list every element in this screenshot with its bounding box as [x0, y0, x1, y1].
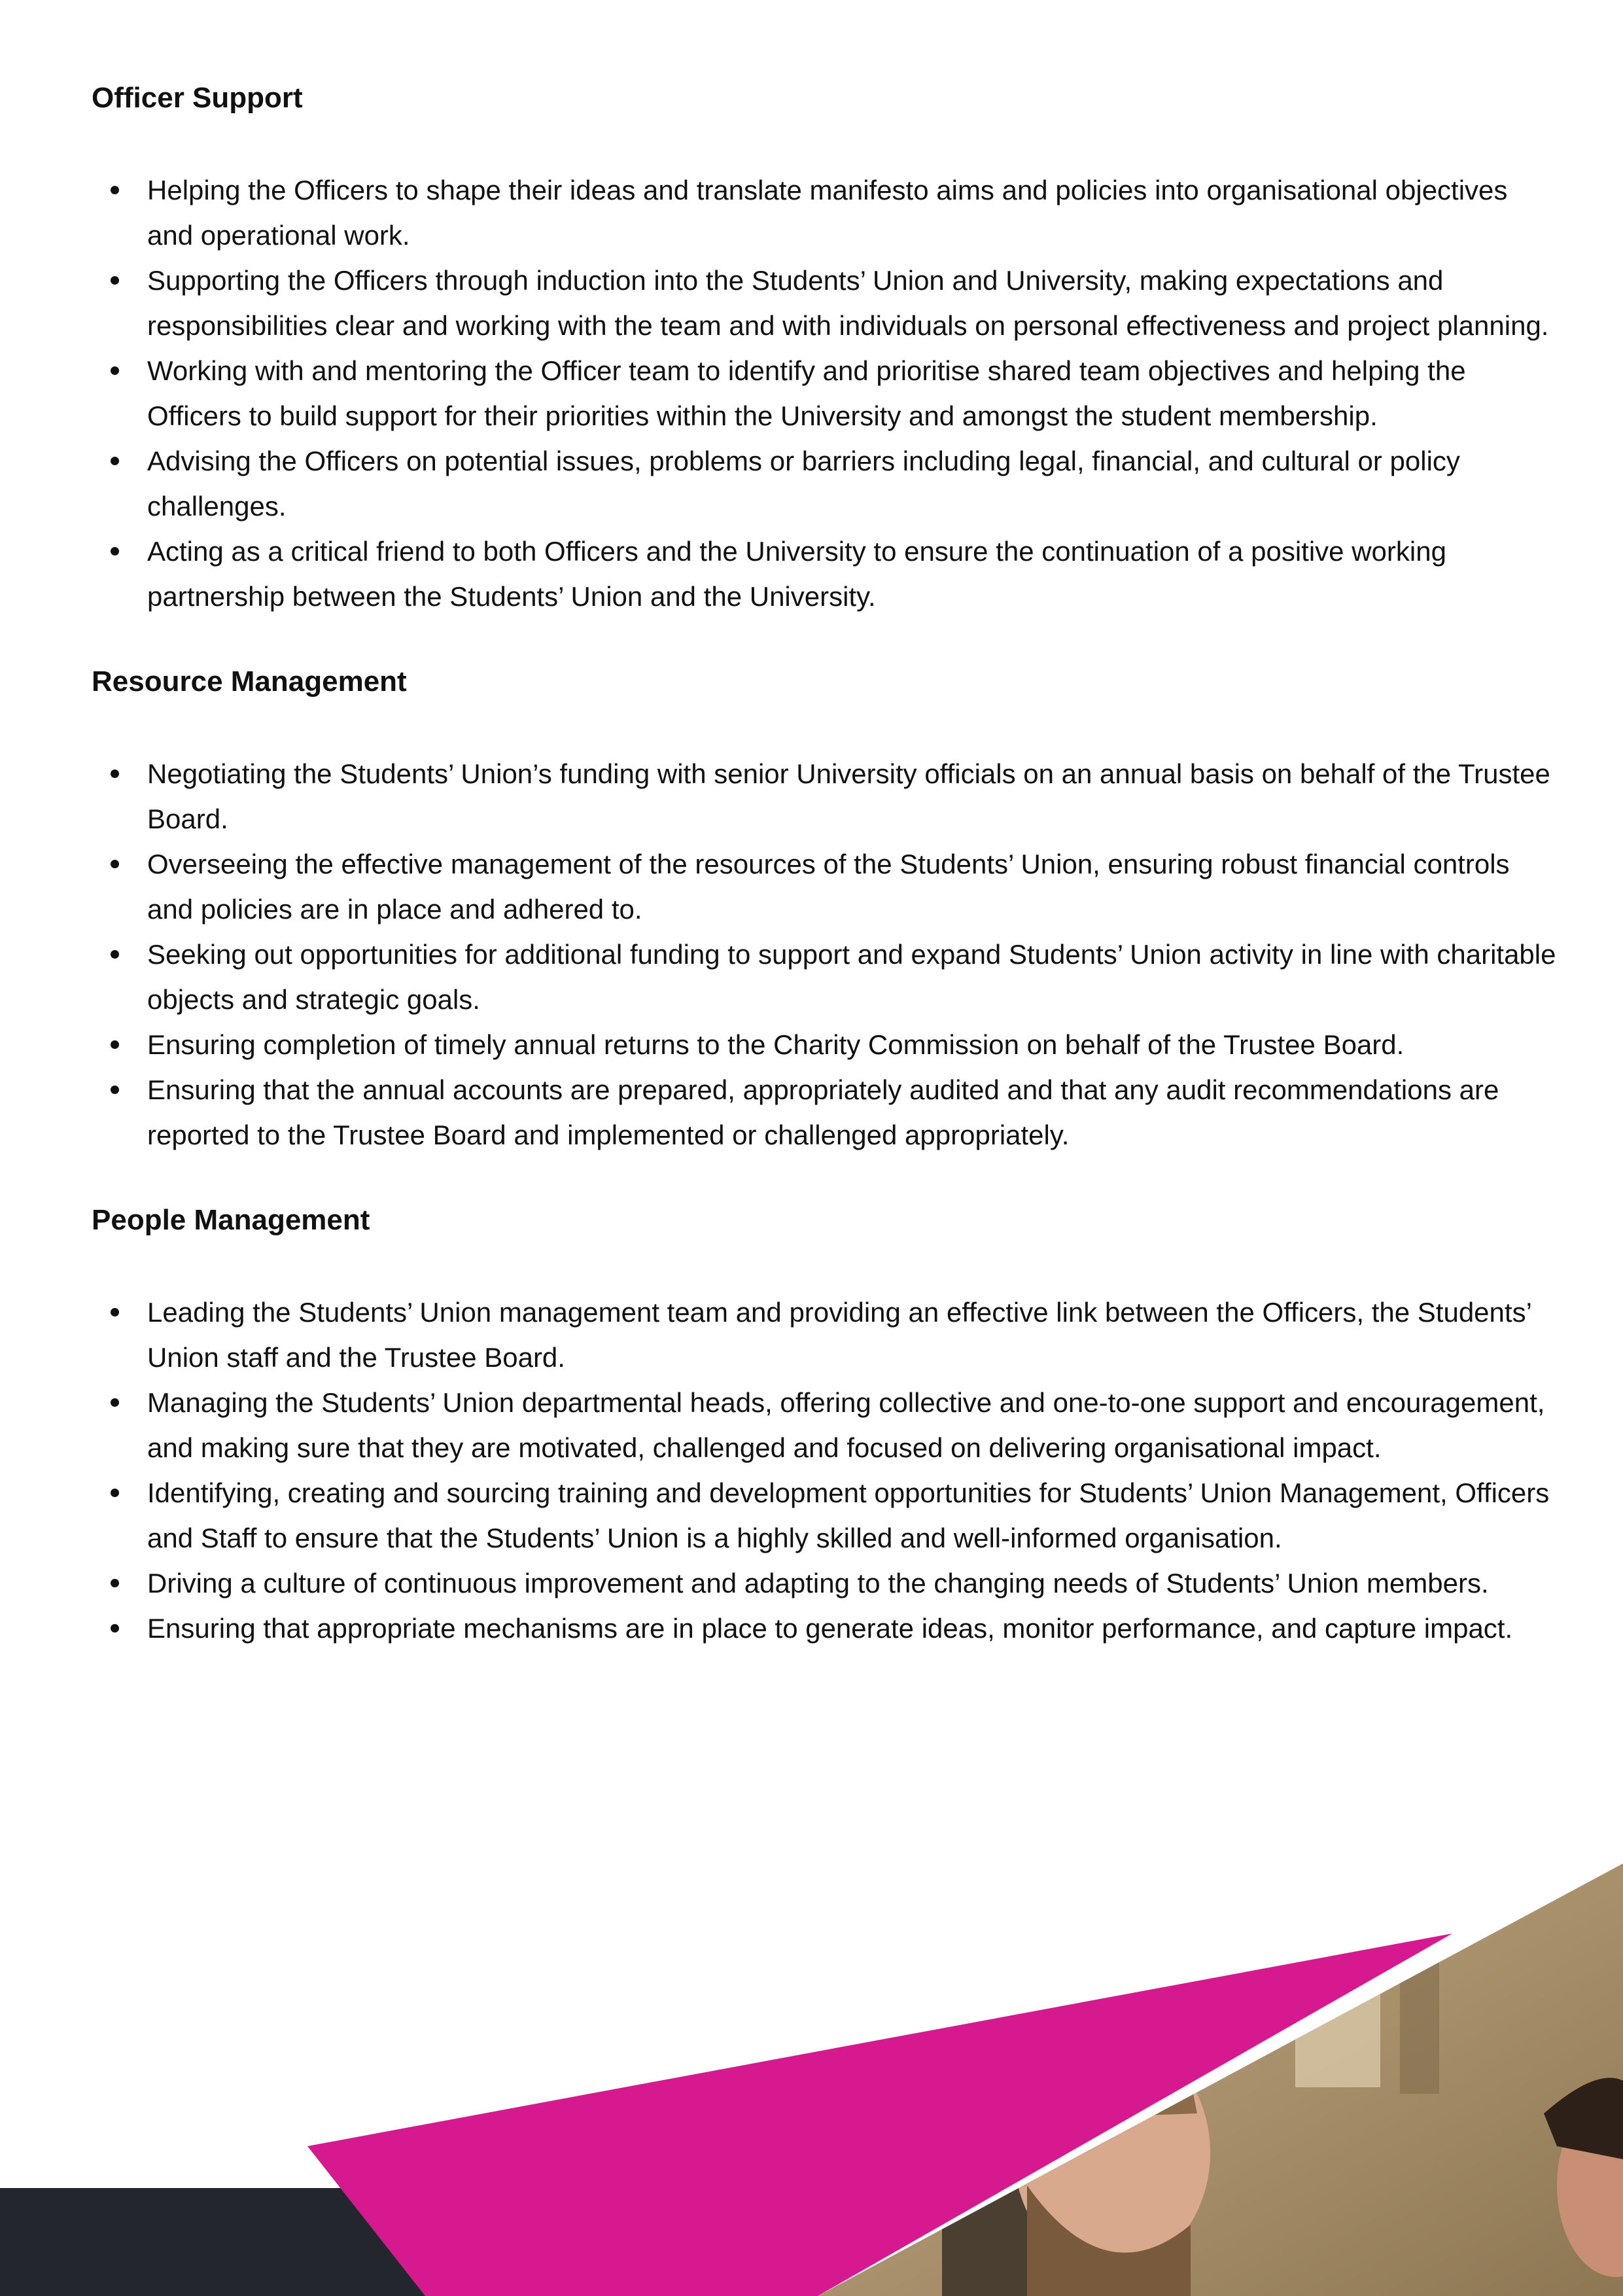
- bullet-text: Driving a culture of continuous improvement and adapting to the changing needs of Students’ Union members.: [147, 1568, 1489, 1598]
- bullet-item: [147, 1290, 1557, 1380]
- bullet-dot: [111, 1086, 119, 1094]
- bullet-dot: [111, 1308, 119, 1316]
- bullet-item: [147, 1380, 1557, 1470]
- bullet-text: Helping the Officers to shape their ideas and translate manifesto aims and policies into organisational objectives and operational work.: [147, 175, 1508, 251]
- bullet-text: Overseeing the effective management of the resources of the Students’ Union, ensuring robust financial controls and policies are in place and adhered to.: [147, 849, 1510, 925]
- document-body: [92, 77, 1557, 1651]
- bullet-item: [147, 932, 1557, 1022]
- section-people-management: [92, 1199, 1557, 1651]
- bullet-text: Ensuring that the annual accounts are prepared, appropriately audited and that any audit recommendations are reported to the Trustee Board and implemented or challenged appropriately.: [147, 1074, 1499, 1150]
- bullet-dot: [111, 1398, 119, 1407]
- bullet-item: [147, 1022, 1557, 1067]
- bullet-item: [147, 1067, 1557, 1157]
- bullet-dot: [111, 860, 119, 868]
- bullet-text: Acting as a critical friend to both Officers and the University to ensure the continuation of a positive working partnership between the Students’ Union and the University.: [147, 536, 1446, 612]
- bullet-list: [92, 168, 1557, 619]
- bullet-item: [147, 841, 1557, 932]
- bullet-item: [147, 1470, 1557, 1561]
- bullet-item: [147, 438, 1557, 529]
- bullet-list: [92, 751, 1557, 1157]
- bullet-list: [92, 1290, 1557, 1651]
- bullet-dot: [111, 547, 119, 556]
- bullet-item: [147, 348, 1557, 438]
- bullet-dot: [111, 950, 119, 959]
- bullet-text: Identifying, creating and sourcing training and development opportunities for Students’ Union Management, Officers and Staff to ensure that the Students’ Union is a highly skilled and well-informed organisation.: [147, 1477, 1550, 1553]
- bullet-dot: [111, 457, 119, 465]
- section-heading: Resource Management: [92, 665, 407, 698]
- bullet-dot: [111, 366, 119, 375]
- bullet-text: Working with and mentoring the Officer team to identify and prioritise shared team objectives and helping the Officers to build support for their priorities within the University and amongst the student membership.: [147, 355, 1466, 431]
- bullet-dot: [111, 1579, 119, 1587]
- bullet-text: Leading the Students’ Union management team and providing an effective link between the Officers, the Students’ Union staff and the Trustee Board.: [147, 1297, 1531, 1373]
- bullet-text: Supporting the Officers through induction into the Students’ Union and University, making expectations and responsibilities clear and working with the team and with individuals on personal effectiveness and project planning.: [147, 265, 1549, 341]
- dark-footer-band: [0, 2188, 425, 2296]
- photo-students: [785, 1845, 1623, 2296]
- section-resource-management: [92, 661, 1557, 1157]
- bullet-text: Ensuring that appropriate mechanisms are in place to generate ideas, monitor performance, and capture impact.: [147, 1613, 1513, 1644]
- bullet-dot: [111, 1624, 119, 1633]
- bullet-dot: [111, 1040, 119, 1049]
- bullet-dot: [111, 276, 119, 285]
- bullet-text: Negotiating the Students’ Union’s funding with senior University officials on an annual basis on behalf of the Trustee Board.: [147, 758, 1550, 834]
- bullet-item: [147, 1606, 1557, 1651]
- bullet-text: Advising the Officers on potential issues, problems or barriers including legal, financial, and cultural or policy challenges.: [147, 446, 1460, 521]
- bullet-item: [147, 751, 1557, 841]
- bullet-text: Seeking out opportunities for additional funding to support and expand Students’ Union activity in line with charitable objects and strategic goals.: [147, 939, 1556, 1015]
- section-heading: Officer Support: [92, 82, 303, 114]
- bullet-dot: [111, 186, 119, 194]
- bullet-text: Ensuring completion of timely annual returns to the Charity Commission on behalf of the Trustee Board.: [147, 1029, 1405, 1060]
- bullet-dot: [111, 769, 119, 778]
- bullet-item: [147, 1561, 1557, 1606]
- section-officer-support: [92, 77, 1557, 619]
- section-heading: People Management: [92, 1204, 370, 1236]
- bullet-item: [147, 168, 1557, 258]
- magenta-accent-shape: [307, 1934, 1452, 2296]
- bullet-text: Managing the Students’ Union departmental heads, offering collective and one-to-one support and encouragement, and making sure that they are motivated, challenged and focused on delivering organisational impact.: [147, 1387, 1545, 1463]
- bullet-item: [147, 529, 1557, 619]
- bullet-item: [147, 258, 1557, 348]
- bullet-dot: [111, 1489, 119, 1497]
